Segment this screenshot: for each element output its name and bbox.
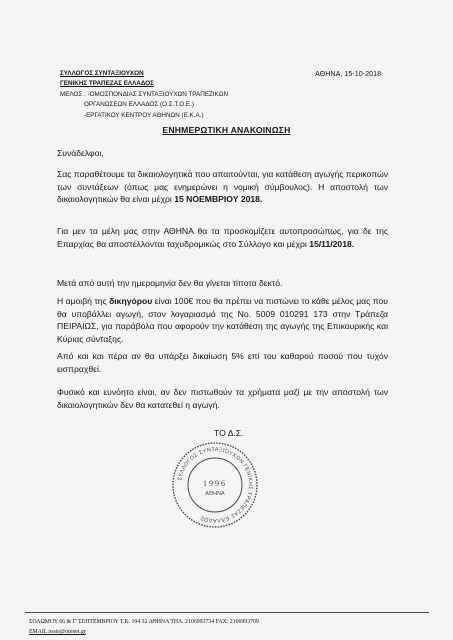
- paragraph-delivery: [57, 225, 388, 250]
- p1-text: Σας παραθέτουμε τα δικαιολογητικά που απαιτούνται, για κατάθεση αγωγής περικοπών των συντάξεων (όπως μας ενημερώνει η νομική σύμβουλος). Η αποστολή των δικαιολογητικών θα είναι μέχρι: [57, 169, 389, 205]
- p2-deadline: 15/11/2018.: [309, 238, 355, 249]
- p4-post: είναι 100€ που θα πρέπει να πιστώνει το κάθε μέλος μας που θα υποβάλλει αγωγή, στον λογαριασμό της Νο. 5009 010291 173 στην Τράπεζα ΠΕΙΡΑΙΩΣ, για παράβολα που αφορούν την κατάθεση της αγωγής της Επικουρικής και Κύριας σύνταξης.: [57, 296, 388, 344]
- paragraph-no-late: Μετά από αυτή την ημερομηνία δεν θα γίνεται τίποτα δεκτό.: [57, 278, 283, 288]
- member-org2: -ΕΡΓΑΤΙΚΟΥ ΚΕΝΤΡΟΥ ΑΘΗΝΩΝ (Ε.Κ.Α.): [84, 111, 204, 119]
- stamp-year: 1996: [203, 479, 227, 488]
- paragraph-submission-deadline: [57, 168, 388, 206]
- stamp-city: ΑΘΗΝΑ: [205, 491, 225, 497]
- member-org1: -ΟΜΟΣΠΟΝΔΙΑΣ ΣΥΝΤΑΞΙΟΥΧΩΝ ΤΡΑΠΕΖΙΚΩΝ: [87, 90, 229, 98]
- p1-deadline: 15 ΝΟΕΜΒΡΙΟΥ 2018.: [174, 194, 263, 205]
- org-name-line1: ΣΥΛΛΟΓΟΣ ΣΥΝΤΑΞΙΟΥΧΩΝ: [60, 70, 144, 77]
- p4-pre: Η αμοιβή της: [57, 296, 110, 306]
- document-date: ΑΘΗΝΑ, 15-10-2018: [315, 69, 382, 78]
- paragraph-lawyer-fee: [57, 295, 388, 345]
- footer-divider: [25, 612, 429, 613]
- association-stamp: [171, 441, 259, 529]
- member-org1-cont: ΟΡΓΑΝΩΣΕΩΝ ΕΛΛΑΔΟΣ (Ο.Σ.Τ.Ο.Ε.): [84, 101, 194, 109]
- org-name-line2: ΓΕΝΙΚΗΣ ΤΡΑΠΕΖΑΣ ΕΛΛΑΔΟΣ: [60, 80, 154, 88]
- signature: ΤΟ Δ.Σ.: [214, 428, 244, 438]
- footer-email: EMAIL:ssste@otenet.gr: [29, 629, 86, 635]
- p4-lawyer: δικηγόρου: [109, 296, 153, 306]
- membership-line1: [60, 90, 228, 100]
- letterhead: [60, 69, 228, 121]
- stamp-ring-text: ΣΥΛΛΟΓΟΣ ΣΥΝΤΑΞΙΟΥΧΩΝ ΓΕΝΙΚΗΣ ΤΡΑΠΕΖΑΣ ΕΛΛΑΔΟΣ: [177, 446, 254, 524]
- member-label: ΜΕΛΟΣ :: [60, 90, 86, 98]
- paragraph-success-fee: Από και και πέρα αν θα υπάρξει δικαίωση 5% επί του καθαρού ποσού που τυχόν εισπραχθεί.: [57, 351, 388, 374]
- greeting: Συνάδελφοι,: [57, 148, 104, 158]
- paragraph-payment-condition: Φυσικό και ευνόητο είναι, αν δεν πιστωθούν τα χρήματα μαζί με την αποστολή των δικαιολογητικών δεν θα κατατεθεί η αγωγή.: [57, 387, 388, 410]
- footer-address: ΣΟΛΩΜΟΥ 66 & Γ' ΣΕΠΤΕΜΒΡΙΟΥ Τ.Κ. 104 32 ΑΘΗΝΑ ΤΗΛ. 2106993734 FAX: 2106993709: [29, 619, 259, 625]
- footer: [29, 617, 259, 637]
- p2-text: Για μεν τα μέλη μας στην ΑΘΗΝΑ θα τα προσκομίζετε αυτοπροσώπως, για δε της Επαρχίας θα αποστέλλονται ταχυδρομικώς στο Σύλλογο και μέχρι: [57, 226, 388, 249]
- document-title: ΕΝΗΜΕΡΩΤΙΚΗ ΑΝΑΚΟΙΝΩΣΗ: [162, 125, 291, 135]
